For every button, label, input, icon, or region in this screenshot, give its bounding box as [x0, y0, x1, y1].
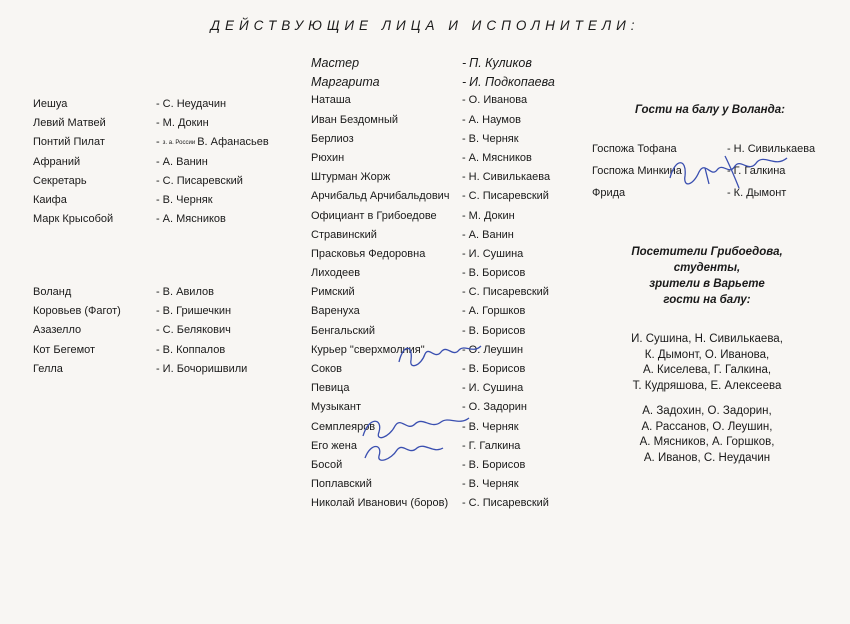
- role-name: Кот Бегемот: [33, 343, 96, 356]
- role-name: Римский: [311, 286, 355, 299]
- actor-name: И. Сушина: [468, 382, 524, 395]
- role-name: Прасковья Федоровна: [311, 247, 426, 260]
- actor-name: С. Писаревский: [468, 497, 549, 510]
- actor-entry: - О. Иванова: [462, 94, 528, 107]
- actor-entry: - Г. Галкина: [462, 439, 521, 452]
- actor-name: Г. Галкина: [468, 439, 521, 452]
- actor-name: В. Черняк: [468, 478, 519, 491]
- page-title: ДЕЙСТВУЮЩИЕ ЛИЦА И ИСПОЛНИТЕЛИ:: [210, 18, 640, 33]
- actor-entry: - И. Сушина: [462, 247, 524, 260]
- actor-name: В. Черняк: [468, 420, 519, 433]
- visitors-heading: [582, 244, 832, 308]
- cast-row: [33, 136, 283, 155]
- actor-entry: - В. Борисов: [462, 324, 526, 337]
- role-name: Соков: [311, 363, 342, 375]
- ball-guests-list: [592, 143, 832, 209]
- visitors-line: А. Рассанов, О. Леушин,: [641, 420, 773, 433]
- actor-entry: - В. Черняк: [462, 132, 519, 145]
- actor-entry: - Н. Сивилькаева: [462, 171, 551, 184]
- role-name: Маргарита: [311, 75, 380, 90]
- actor-entry: - М. Докин: [156, 117, 209, 130]
- cast-row: [311, 305, 561, 324]
- actor-entry: - В. Борисов: [462, 363, 526, 375]
- role-name: Секретарь: [33, 174, 87, 187]
- role-name: Мастер: [311, 56, 360, 70]
- visitors-line: К. Дымонт, О. Иванова,: [644, 348, 770, 361]
- actor-name: А. Ванин: [468, 228, 514, 241]
- visitors-line: А. Киселева, Г. Галкина,: [642, 364, 772, 376]
- role-name: Каифа: [33, 193, 67, 206]
- cast-row: [311, 210, 561, 229]
- actor-name: О. Леушин: [468, 343, 524, 356]
- role-name: Официант в Грибоедове: [311, 209, 437, 222]
- cast-row: [311, 325, 561, 344]
- actor-name: И. Подкопаева: [469, 75, 555, 90]
- visitors-heading-line: студенты,: [673, 262, 741, 274]
- role-name: Арчибальд Арчибальдович: [311, 190, 450, 203]
- cast-row: [33, 175, 283, 194]
- actor-name: В. Авилов: [162, 286, 214, 298]
- visitors-line: А. Иванов, С. Неудачин: [643, 451, 771, 464]
- actor-name: О. Иванова: [468, 94, 528, 107]
- actor-entry: - А. Мясников: [156, 213, 226, 226]
- role-name: Иешуа: [33, 98, 68, 110]
- actor-name: В. Борисов: [468, 324, 526, 337]
- cast-row: [311, 133, 561, 152]
- visitors-line: Т. Кудряшова, Е. Алексеева: [632, 379, 782, 392]
- role-name: Николай Иванович (боров): [311, 497, 449, 510]
- cast-row: [311, 171, 561, 190]
- actor-name: В. Борисов: [468, 458, 526, 471]
- role-name: Курьер "сверхмолния": [311, 343, 425, 356]
- actor-name: А. Мясников: [162, 213, 226, 226]
- cast-row: [311, 94, 561, 113]
- cast-row: [311, 382, 561, 401]
- actor-name: Н. Сивилькаева: [468, 171, 551, 184]
- visitors-heading-line: Посетители Грибоедова,: [631, 246, 783, 258]
- cast-row: [311, 248, 561, 267]
- cast-column-1-group-1: [33, 98, 283, 232]
- cast-row: [311, 114, 561, 133]
- actor-entry: - О. Леушин: [462, 343, 524, 356]
- actor-name: А. Ванин: [162, 155, 208, 168]
- actor-entry: - И. Подкопаева: [462, 75, 555, 90]
- actor-name: В. Черняк: [468, 132, 519, 145]
- cast-row: [33, 98, 283, 117]
- actor-name: М. Докин: [162, 117, 209, 130]
- visitors-list: [582, 332, 832, 466]
- actor-entry: - з. а. России В. Афанасьев: [156, 136, 269, 149]
- cast-row: [311, 459, 561, 478]
- cast-row: [592, 187, 832, 209]
- visitors-line: А. Мясников, А. Горшков,: [639, 436, 775, 448]
- actor-name: П. Куликов: [469, 56, 532, 70]
- actor-entry: - А. Мясников: [462, 151, 532, 164]
- actor-entry: - К. Дымонт: [727, 187, 787, 199]
- actor-entry: - О. Задорин: [462, 401, 527, 414]
- actor-entry: - В. Гришечкин: [156, 305, 232, 318]
- visitors-line: И. Сушина, Н. Сивилькаева,: [631, 333, 783, 345]
- role-name: Музыкант: [311, 401, 362, 414]
- actor-entry: - Г. Галкина: [727, 165, 786, 177]
- actor-name: Г. Галкина: [733, 165, 786, 177]
- role-name: Варенуха: [311, 305, 360, 318]
- cast-row: [33, 286, 283, 305]
- actor-entry: - А. Горшков: [462, 305, 526, 318]
- cast-row: [311, 497, 561, 516]
- actor-entry: - В. Борисов: [462, 267, 526, 280]
- role-name: Рюхин: [311, 151, 345, 164]
- actor-name: С. Писаревский: [468, 190, 549, 203]
- cast-column-1-group-2: [33, 286, 283, 382]
- cast-row: [311, 440, 561, 459]
- cast-row: [33, 324, 283, 343]
- actor-name: К. Дымонт: [733, 187, 787, 199]
- actor-name: Н. Сивилькаева: [733, 143, 816, 155]
- actor-entry: - П. Куликов: [462, 56, 532, 70]
- role-name: Госпожа Минкина: [592, 165, 682, 177]
- actor-name: С. Писаревский: [468, 286, 549, 299]
- role-name: Стравинский: [311, 228, 377, 241]
- cast-row: [311, 421, 561, 440]
- role-name: Фрида: [592, 187, 626, 199]
- role-name: Берлиоз: [311, 132, 354, 145]
- actor-entry: - С. Писаревский: [462, 497, 549, 510]
- actor-name: В. Гришечкин: [162, 305, 232, 318]
- actor-name: С. Писаревский: [162, 174, 243, 187]
- visitors-heading-line: зрители в Варьете: [649, 278, 765, 290]
- actor-entry: - С. Писаревский: [462, 190, 549, 203]
- cast-row: [311, 190, 561, 209]
- cast-row: [311, 363, 561, 382]
- cast-row: [33, 213, 283, 232]
- actor-name: В. Афанасьев: [197, 136, 269, 149]
- role-name: Гелла: [33, 362, 63, 375]
- cast-row: [33, 156, 283, 175]
- actor-entry: - С. Писаревский: [156, 174, 243, 187]
- actor-entry: - С. Белякович: [156, 324, 231, 337]
- role-name: Азазелло: [33, 324, 82, 337]
- cast-row: [311, 75, 561, 94]
- cast-row: [311, 267, 561, 286]
- cast-row: [33, 363, 283, 382]
- cast-row: [33, 117, 283, 136]
- visitors-gap: [582, 394, 832, 404]
- cast-row: [592, 143, 832, 165]
- cast-row: [311, 56, 561, 75]
- role-name: Коровьев (Фагот): [33, 305, 121, 318]
- actor-name: М. Докин: [468, 209, 515, 222]
- role-name: Афраний: [33, 155, 81, 168]
- role-name: Госпожа Тофана: [592, 143, 677, 155]
- ball-guests-heading: Гости на балу у Воланда:: [635, 104, 785, 116]
- actor-entry: - А. Наумов: [462, 113, 521, 126]
- role-name: Штурман Жорж: [311, 171, 391, 184]
- cast-row: [311, 401, 561, 420]
- role-name: Бенгальский: [311, 324, 376, 337]
- actor-entry: - С. Неудачин: [156, 98, 227, 110]
- actor-name: И. Сушина: [468, 247, 524, 260]
- cast-row: [311, 229, 561, 248]
- actor-name: С. Белякович: [162, 324, 231, 337]
- actor-name: В. Борисов: [468, 267, 526, 280]
- role-name: Певица: [311, 382, 350, 395]
- actor-name: В. Черняк: [162, 193, 213, 206]
- actor-name: О. Задорин: [468, 401, 527, 414]
- role-name: Иван Бездомный: [311, 113, 398, 126]
- cast-column-2: [311, 56, 561, 517]
- role-name: Поплавский: [311, 478, 372, 491]
- actor-entry: - В. Авилов: [156, 286, 214, 298]
- actor-entry: - В. Борисов: [462, 458, 526, 471]
- role-name: Воланд: [33, 286, 72, 298]
- actor-name: В. Борисов: [468, 363, 526, 375]
- actor-name: И. Бочоришвили: [162, 362, 248, 375]
- role-name: Марк Крысобой: [33, 213, 114, 226]
- cast-row: [311, 286, 561, 305]
- actor-entry: - В. Коппалов: [156, 343, 226, 356]
- cast-row: [592, 165, 832, 187]
- actor-name: В. Коппалов: [162, 343, 226, 356]
- role-name: Понтий Пилат: [33, 136, 105, 149]
- actor-entry: - Н. Сивилькаева: [727, 143, 816, 155]
- cast-row: [33, 194, 283, 213]
- cast-row: [311, 152, 561, 171]
- visitors-heading-line: гости на балу:: [663, 294, 751, 306]
- actor-entry: - А. Ванин: [462, 228, 514, 241]
- actor-name: А. Наумов: [468, 113, 521, 126]
- actor-name: А. Мясников: [468, 151, 532, 164]
- role-name: Семплеяров: [311, 420, 376, 433]
- cast-row: [33, 305, 283, 324]
- role-name: Босой: [311, 458, 343, 471]
- actor-entry: - И. Бочоришвили: [156, 362, 248, 375]
- role-name: Лиходеев: [311, 267, 361, 280]
- actor-entry: - В. Черняк: [156, 193, 213, 206]
- cast-row: [311, 478, 561, 497]
- cast-row: [311, 344, 561, 363]
- cast-row: [33, 344, 283, 363]
- actor-entry: - С. Писаревский: [462, 286, 549, 299]
- actor-entry: - В. Черняк: [462, 478, 519, 491]
- actor-entry: - М. Докин: [462, 209, 515, 222]
- role-name: Его жена: [311, 439, 357, 452]
- actor-entry: - А. Ванин: [156, 155, 208, 168]
- actor-title-prefix: з. а. России: [162, 140, 196, 147]
- role-name: Левий Матвей: [33, 117, 106, 130]
- actor-entry: - И. Сушина: [462, 382, 524, 395]
- visitors-line: А. Задохин, О. Задорин,: [642, 405, 772, 417]
- actor-name: С. Неудачин: [162, 98, 227, 110]
- actor-name: А. Горшков: [468, 305, 526, 318]
- actor-entry: - В. Черняк: [462, 420, 519, 433]
- role-name: Наташа: [311, 94, 351, 107]
